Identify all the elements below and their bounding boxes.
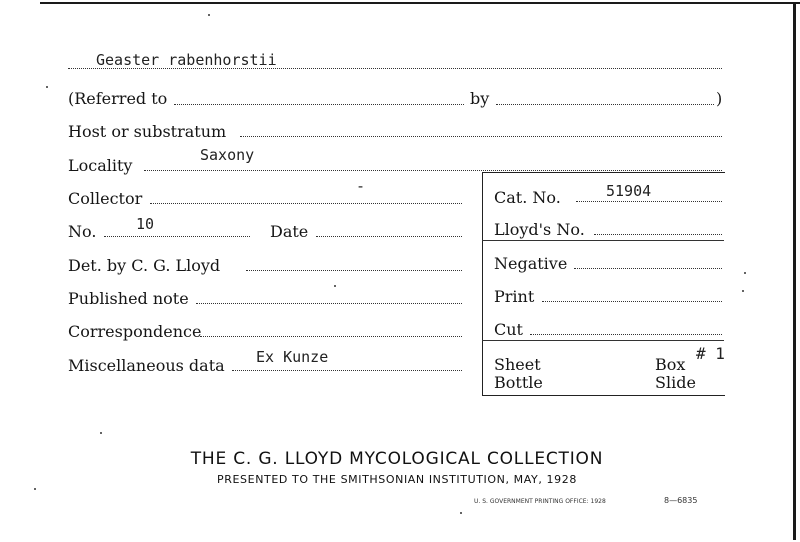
scan-speck: [460, 512, 462, 514]
scan-speck: [334, 285, 336, 287]
cut-line: [530, 334, 722, 335]
det-by-line: [246, 270, 462, 271]
negative-line: [574, 268, 722, 269]
correspondence-line: [200, 336, 462, 337]
scan-speck: [46, 86, 48, 88]
cat-no-label: Cat. No.: [494, 188, 561, 207]
box-divider-2: [482, 340, 724, 341]
lloyds-no-line: [594, 234, 722, 235]
published-note-line: [196, 303, 462, 304]
cut-label: Cut: [494, 320, 523, 339]
by-label: by: [470, 89, 490, 108]
species-name: Geaster rabenhorstii: [96, 51, 277, 69]
host-line: [240, 136, 722, 137]
misc-label: Miscellaneous data: [68, 356, 225, 375]
referred-to-label: (Referred to: [68, 89, 168, 108]
collector-label: Collector: [68, 189, 143, 208]
locality-label: Locality: [68, 156, 133, 175]
referred-to-line: [174, 104, 464, 105]
print-label: Print: [494, 287, 535, 306]
scan-speck: [34, 488, 36, 490]
box-divider-1: [482, 240, 724, 241]
locality-value: Saxony: [200, 146, 255, 164]
collection-title: THE C. G. LLOYD MYCOLOGICAL COLLECTION: [190, 449, 604, 469]
bottle-label: Bottle: [494, 373, 543, 392]
scan-speck: [744, 272, 746, 274]
box-label: Box: [655, 355, 686, 374]
negative-label: Negative: [494, 254, 568, 273]
no-value: 10: [136, 215, 155, 233]
by-line: [496, 104, 714, 105]
sheet-label: Sheet: [494, 355, 541, 374]
gpo-imprint: U. S. GOVERNMENT PRINTING OFFICE: 1928: [474, 498, 606, 505]
det-by-label: Det. by C. G. Lloyd: [68, 256, 221, 275]
form-number: 8—6835: [664, 496, 698, 505]
scan-speck: [208, 14, 210, 16]
no-label: No.: [68, 222, 97, 241]
date-line: [316, 236, 462, 237]
collector-line: [150, 203, 462, 204]
published-note-label: Published note: [68, 289, 189, 308]
locality-line: [144, 170, 722, 171]
species-line: [68, 68, 722, 69]
scan-speck: [742, 290, 744, 292]
print-line: [542, 301, 722, 302]
date-label: Date: [270, 222, 309, 241]
misc-value: Ex Kunze: [256, 348, 329, 366]
collector-value: -: [356, 177, 366, 195]
card-top-edge: [40, 2, 800, 4]
collection-subtitle: PRESENTED TO THE SMITHSONIAN INSTITUTION, MAY, 1928: [217, 473, 577, 486]
lloyds-no-label: Lloyd's No.: [494, 220, 585, 239]
scan-speck: [100, 432, 102, 434]
close-paren: ): [716, 89, 723, 108]
correspondence-label: Correspondence: [68, 322, 202, 341]
misc-line: [232, 370, 462, 371]
host-label: Host or substratum: [68, 122, 227, 141]
box-value: # 1: [696, 344, 725, 363]
cat-no-value: 51904: [606, 182, 652, 200]
cat-no-line: [576, 201, 722, 202]
no-line: [104, 236, 250, 237]
slide-label: Slide: [655, 373, 696, 392]
